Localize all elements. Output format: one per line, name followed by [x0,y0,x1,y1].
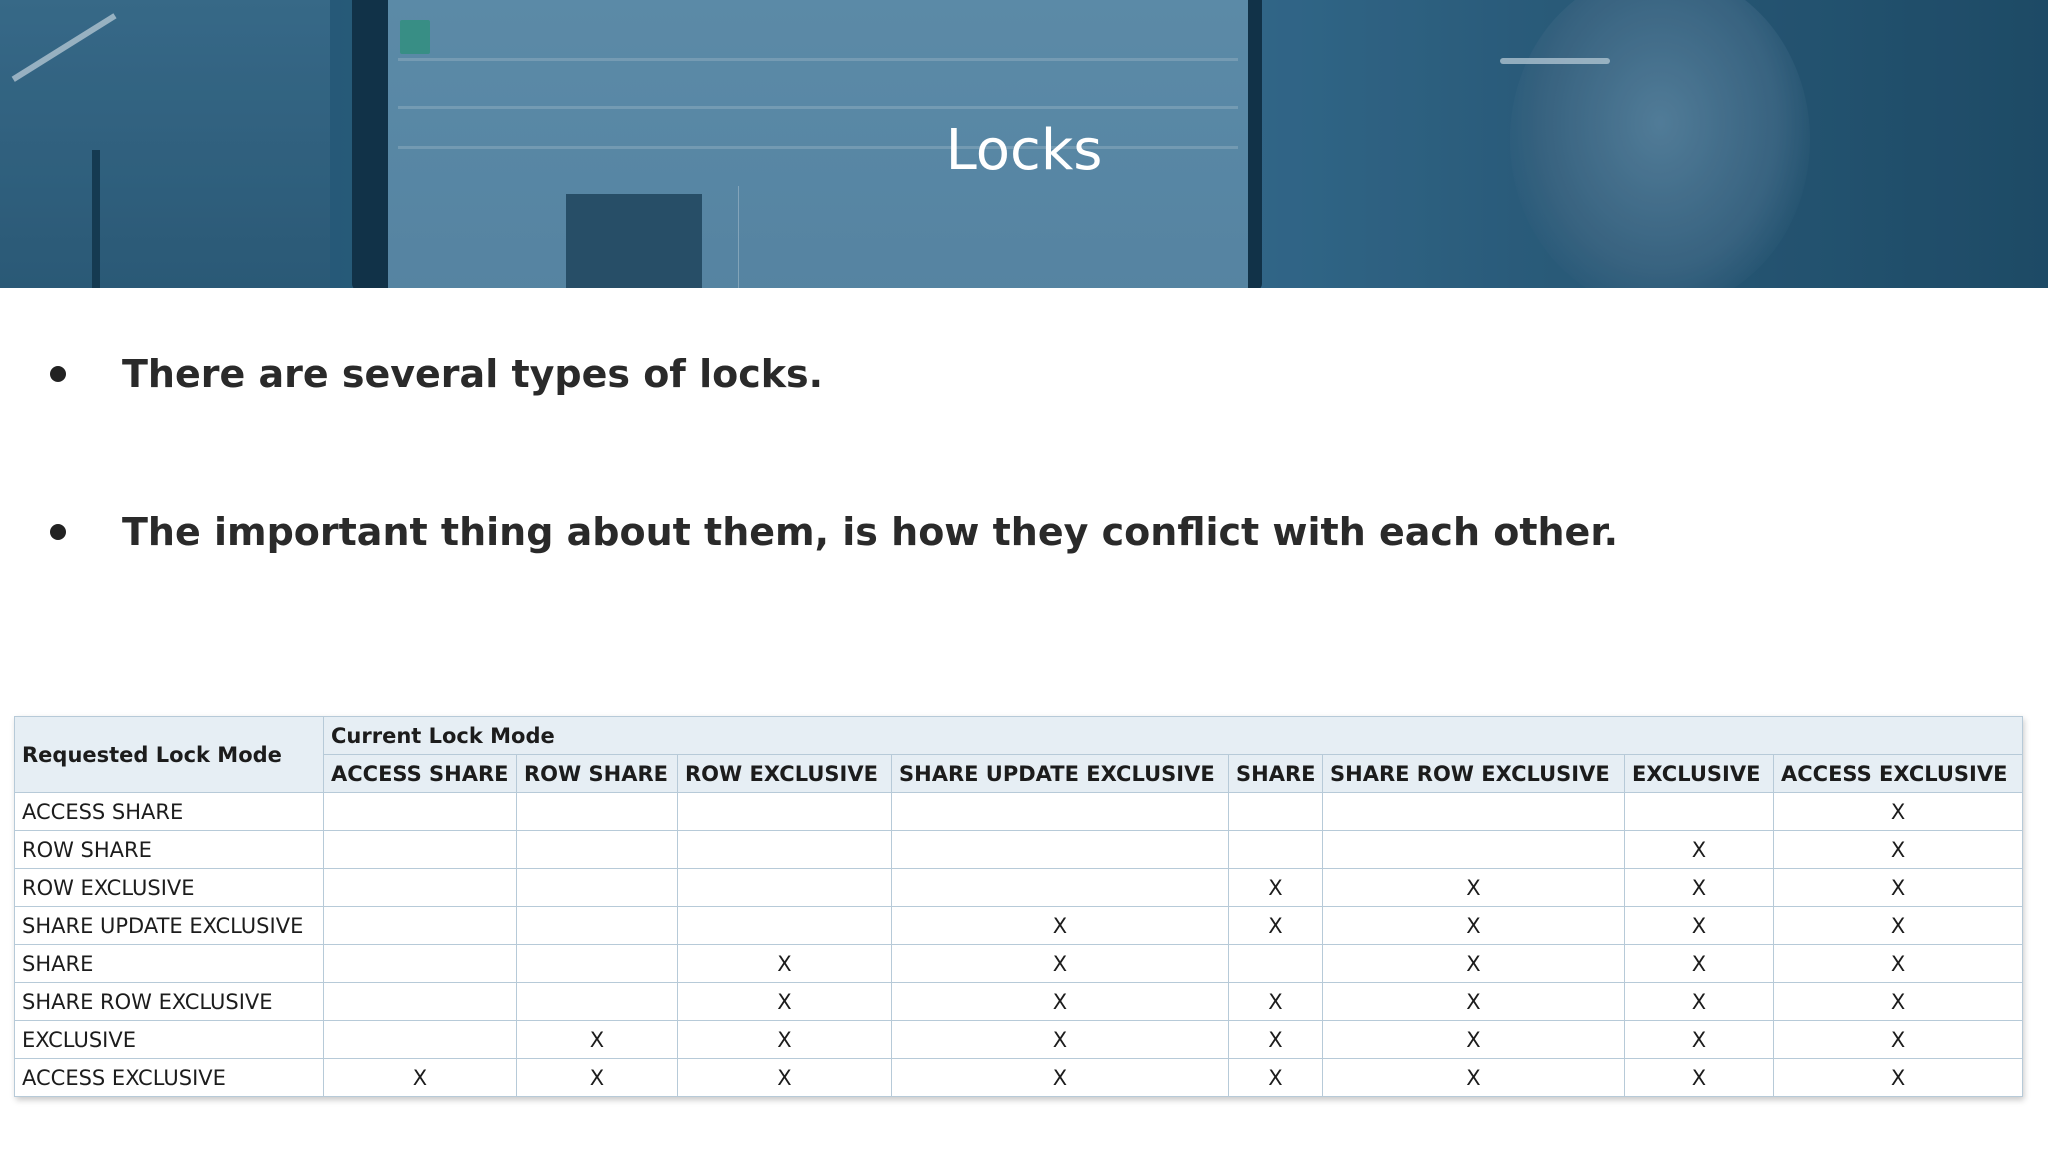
bullet-item [48,510,1618,554]
lock-conflict-table [14,716,2023,1097]
conflict-cell: X [517,1059,678,1097]
conflict-cell [324,793,517,831]
conflict-cell: X [1625,1021,1774,1059]
column-header: SHARE [1229,755,1323,793]
table-row [15,907,2023,945]
row-header: SHARE UPDATE EXCLUSIVE [15,907,324,945]
conflict-cell: X [678,1021,892,1059]
conflict-cell: X [1625,831,1774,869]
conflict-cell [678,907,892,945]
conflict-cell [517,869,678,907]
conflict-cell [517,945,678,983]
column-header: SHARE UPDATE EXCLUSIVE [892,755,1229,793]
conflict-cell: X [1625,907,1774,945]
conflict-cell [517,831,678,869]
conflict-cell [1229,945,1323,983]
row-header: SHARE ROW EXCLUSIVE [15,983,324,1021]
conflict-cell: X [1625,983,1774,1021]
conflict-cell: X [1229,869,1323,907]
conflict-cell: X [678,945,892,983]
conflict-cell [324,831,517,869]
conflict-cell: X [1323,869,1625,907]
conflict-cell: X [1774,831,2023,869]
conflict-cell: X [1625,1059,1774,1097]
table-row [15,983,2023,1021]
conflict-cell [1323,831,1625,869]
conflict-cell: X [1774,945,2023,983]
conflict-cell [1625,793,1774,831]
bullet-text: There are several types of locks. [122,352,824,396]
table-row [15,1059,2023,1097]
conflict-cell: X [1323,945,1625,983]
conflict-cell [678,793,892,831]
conflict-cell [1229,831,1323,869]
conflict-cell: X [517,1021,678,1059]
conflict-cell [324,1021,517,1059]
conflict-cell: X [1323,1021,1625,1059]
conflict-cell: X [892,907,1229,945]
conflict-cell: X [1229,983,1323,1021]
conflict-cell [324,983,517,1021]
table-row [15,831,2023,869]
conflict-cell: X [1774,1059,2023,1097]
column-header: SHARE ROW EXCLUSIVE [1323,755,1625,793]
table-row [15,793,2023,831]
conflict-cell: X [1774,907,2023,945]
conflict-cell: X [1774,983,2023,1021]
table-body [15,793,2023,1097]
conflict-cell: X [678,983,892,1021]
conflict-cell [892,869,1229,907]
lock-conflict-table-container [14,716,2022,1097]
bullet-item [48,352,823,396]
conflict-cell: X [892,945,1229,983]
conflict-cell [517,793,678,831]
current-lock-mode-header: Current Lock Mode [324,717,2023,755]
row-header: ROW SHARE [15,831,324,869]
conflict-cell [892,793,1229,831]
conflict-cell: X [1323,983,1625,1021]
conflict-cell [678,869,892,907]
slide-title: Locks [945,118,1103,183]
requested-lock-mode-header: Requested Lock Mode [15,717,324,793]
conflict-cell [892,831,1229,869]
table-row [15,869,2023,907]
column-header: ROW EXCLUSIVE [678,755,892,793]
hero-banner [0,0,2048,288]
conflict-cell [324,945,517,983]
row-header: EXCLUSIVE [15,1021,324,1059]
conflict-cell: X [1774,793,2023,831]
conflict-cell [324,907,517,945]
conflict-cell: X [1625,869,1774,907]
conflict-cell: X [1774,869,2023,907]
conflict-cell: X [1229,907,1323,945]
table-header-row [15,717,2023,755]
row-header: ACCESS EXCLUSIVE [15,1059,324,1097]
column-header: ROW SHARE [517,755,678,793]
conflict-cell [517,983,678,1021]
conflict-cell: X [1774,1021,2023,1059]
conflict-cell: X [1229,1021,1323,1059]
bullet-text: The important thing about them, is how they conflict with each other. [122,510,1619,554]
row-header: SHARE [15,945,324,983]
conflict-cell: X [1323,907,1625,945]
column-header: ACCESS EXCLUSIVE [1774,755,2023,793]
conflict-cell: X [1229,1059,1323,1097]
conflict-cell [678,831,892,869]
conflict-cell [324,869,517,907]
bullet-dot-icon [50,366,66,382]
conflict-cell [1229,793,1323,831]
conflict-cell: X [1323,1059,1625,1097]
conflict-cell [1323,793,1625,831]
conflict-cell: X [324,1059,517,1097]
table-row [15,1021,2023,1059]
table-row [15,945,2023,983]
conflict-cell: X [892,983,1229,1021]
row-header: ACCESS SHARE [15,793,324,831]
row-header: ROW EXCLUSIVE [15,869,324,907]
column-header: EXCLUSIVE [1625,755,1774,793]
conflict-cell [517,907,678,945]
conflict-cell: X [892,1021,1229,1059]
bullet-dot-icon [50,524,66,540]
conflict-cell: X [892,1059,1229,1097]
column-header: ACCESS SHARE [324,755,517,793]
conflict-cell: X [678,1059,892,1097]
conflict-cell: X [1625,945,1774,983]
